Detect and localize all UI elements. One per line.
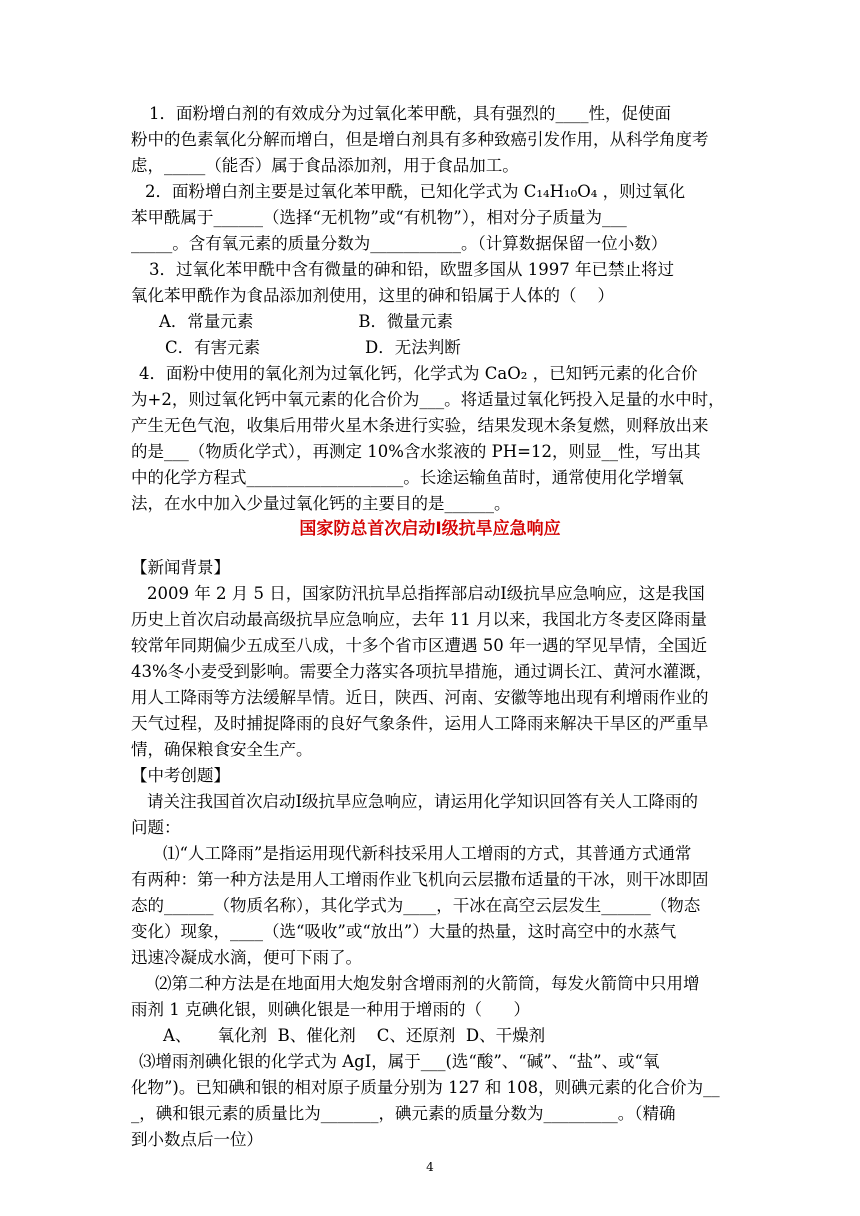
q4-line-5: 中的化学方程式___________________。长途运输鱼苗时，通常使用化学增氧: [131, 468, 684, 487]
exam-line-2: 问题：: [131, 818, 181, 837]
exam-line-7: 迅速冷凝成水滴，便可下雨了。: [131, 948, 362, 967]
news-line-5: 用人工降雨等方法缓解旱情。近日，陕西、河南、安徽等地出现有利增雨作业的: [131, 688, 709, 707]
q2-line-3: _____。含有氧元素的质量分数为___________。（计算数据保留一位小数）: [131, 234, 668, 253]
exam-line-4: 有两种：第一种方法是用人工增雨作业飞机向云层撒布适量的干冰，则干冰即固: [131, 870, 709, 889]
q4-line-1: 4．面粉中使用的氧化剂为过氧化钙，化学式为 CaO₂ ，已知钙元素的化合价: [139, 364, 698, 383]
exam-line-9: 雨剂 1 克碘化银，则碘化银是一种用于增雨的（ ）: [131, 1000, 530, 1019]
q4-line-4: 的是___（物质化学式），再测定 10%含水浆液的 PH=12，则显__性，写出其: [131, 442, 701, 461]
exam-line-6: 变化）现象，____（选“吸收”或“放出”）大量的热量，这时高空中的水蒸气: [131, 922, 677, 941]
news-line-6: 天气过程，及时捕捉降雨的良好气象条件，运用人工降雨来解决干旱区的严重旱: [131, 714, 709, 733]
q4-line-3: 产生无色气泡，收集后用带火星木条进行实验，结果发现木条复燃，则释放出来: [131, 416, 709, 435]
q1-line-3: 虑，_____（能否）属于食品添加剂，用于食品加工。: [131, 156, 519, 175]
news-line-7: 情，确保粮食安全生产。: [131, 740, 313, 759]
exam-line-3: ⑴“人工降雨”是指运用现代新科技采用人工增雨的方式，其普通方式通常: [163, 844, 692, 863]
exam-line-13: _，碘和银元素的质量比为_______，碘元素的质量分数为_________。（精确: [131, 1104, 676, 1123]
news-line-3: 较常年同期偏少五成至八成，十多个省市区遭遇 50 年一遇的罕见旱情，全国近: [131, 636, 707, 655]
q4-line-6: 法，在水中加入少量过氧化钙的主要目的是______。: [131, 494, 511, 513]
exam-line-11: ⑶增雨剂碘化银的化学式为 AgI，属于___(选“酸”、“碱”、“盐”、或“氧: [139, 1052, 660, 1071]
exam-options: A、 氧化剂 B、催化剂 C、还原剂 D、干燥剂: [163, 1026, 546, 1045]
exam-line-8: ⑵第二种方法是在地面用大炮发射含增雨剂的火箭筒，每发火箭筒中只用增: [155, 974, 700, 993]
exam-line-5: 态的______（物质名称），其化学式为____，干冰在高空云层发生______（物态: [131, 896, 701, 915]
page-number: 4: [426, 1160, 434, 1174]
q1-line-2: 粉中的色素氧化分解而增白，但是增白剂具有多种致癌引发作用，从科学角度考: [131, 130, 709, 149]
section-title: 国家防总首次启动Ⅰ级抗旱应急响应: [299, 519, 561, 539]
q3-options-ab: A．常量元素 B．微量元素: [159, 312, 453, 331]
q3-options-cd: C．有害元素 D．无法判断: [165, 338, 461, 357]
news-line-1: 2009 年 2 月 5 日，国家防汛抗旱总指挥部启动Ⅰ级抗旱应急响应，这是我国: [147, 584, 705, 603]
exam-line-14: 到小数点后一位）: [131, 1130, 263, 1149]
exam-label: 【中考创题】: [131, 766, 230, 785]
q3-line-2: 氧化苯甲酰作为食品添加剂使用，这里的砷和铅属于人体的（ ）: [131, 286, 614, 305]
q4-line-2: 为+2，则过氧化钙中氧元素的化合价为___。将适量过氧化钙投入足量的水中时，: [131, 390, 725, 409]
news-label: 【新闻背景】: [131, 558, 230, 577]
q1-line-1: 1．面粉增白剂的有效成分为过氧化苯甲酰，具有强烈的____性，促使面: [149, 104, 671, 123]
q3-line-1: 3．过氧化苯甲酰中含有微量的砷和铅，欧盟多国从 1997 年已禁止将过: [149, 260, 674, 279]
news-line-4: 43%冬小麦受到影响。需要全力落实各项抗旱措施，通过调长江、黄河水灌溉，: [131, 662, 713, 681]
exam-line-12: 化物”)。已知碘和银的相对原子质量分别为 127 和 108，则碘元素的化合价为__: [131, 1078, 720, 1097]
q2-line-2: 苯甲酰属于______（选择“无机物”或“有机物”），相对分子质量为___: [131, 208, 627, 227]
q2-line-1: 2．面粉增白剂主要是过氧化苯甲酰，已知化学式为 C₁₄H₁₀O₄ ，则过氧化: [145, 182, 686, 201]
exam-line-1: 请关注我国首次启动Ⅰ级抗旱应急响应，请运用化学知识回答有关人工降雨的: [147, 792, 699, 811]
news-line-2: 历史上首次启动最高级抗旱应急响应，去年 11 月以来，我国北方冬麦区降雨量: [131, 610, 707, 629]
